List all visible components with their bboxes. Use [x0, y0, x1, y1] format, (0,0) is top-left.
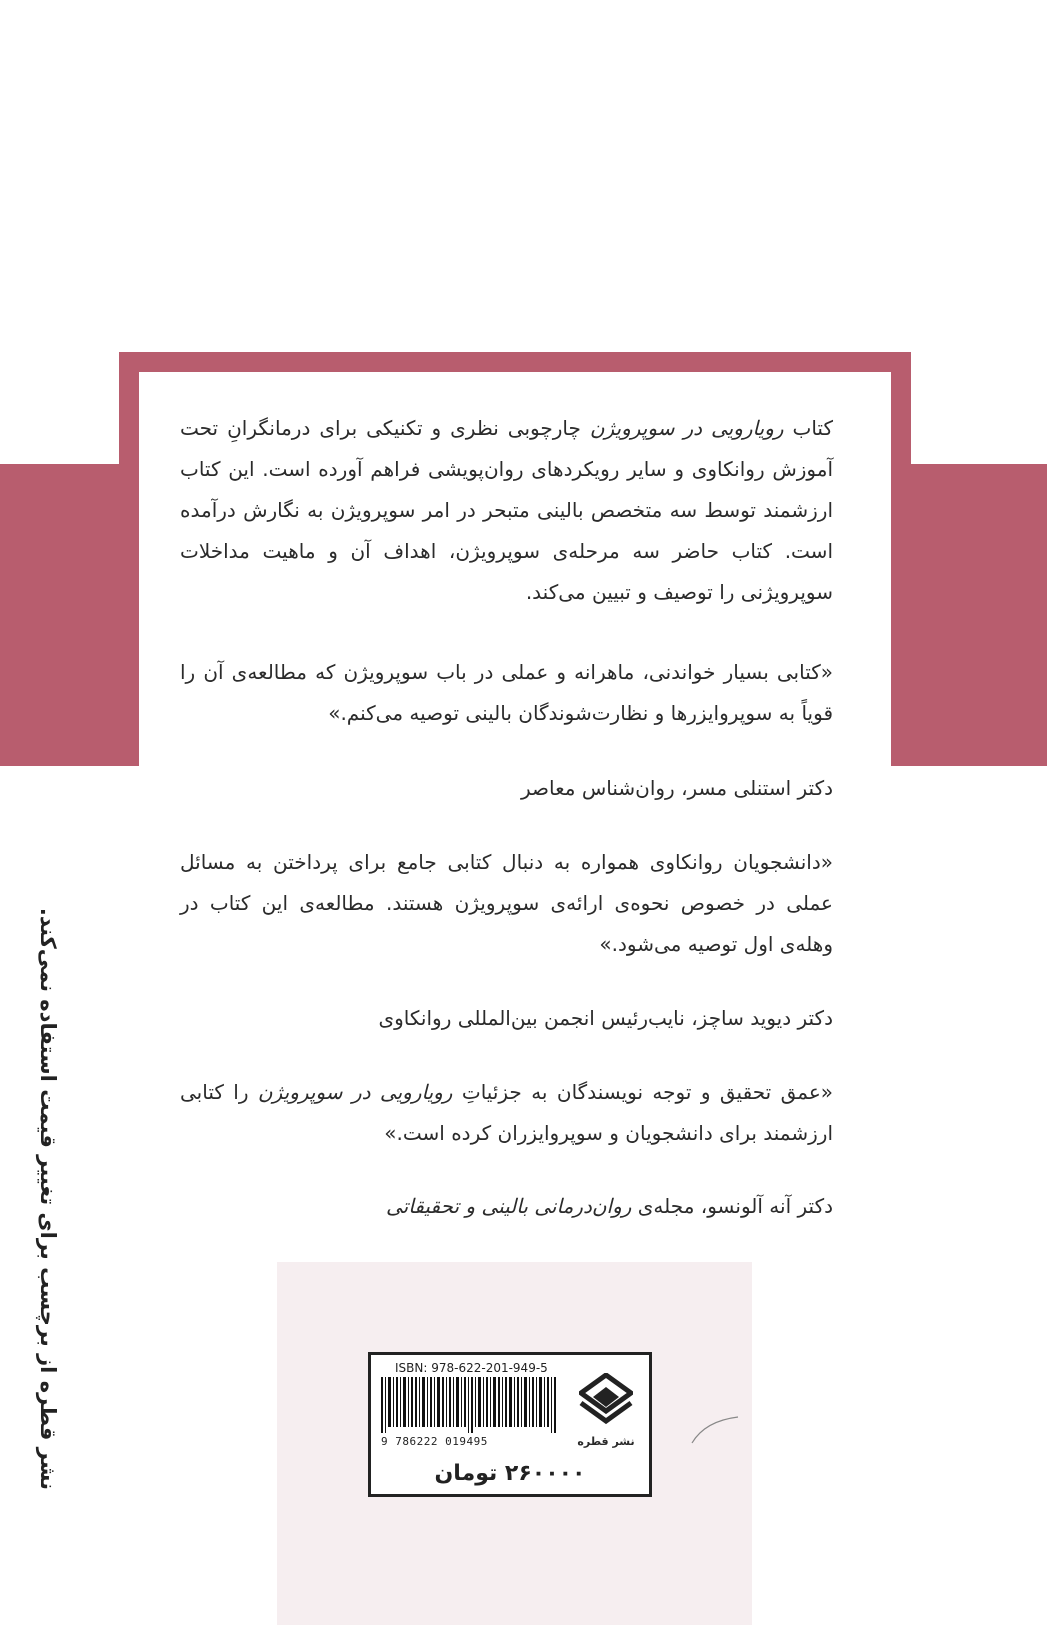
side-note-wrap [28, 907, 68, 1490]
frame-left-border [119, 352, 139, 766]
right-accent-band [891, 464, 1047, 766]
review-author-1: دکتر استنلی مسر، روان‌شناس معاصر [521, 776, 833, 800]
review-author-3 [180, 1186, 833, 1227]
price-label: ۲۶۰۰۰۰ تومان [368, 1452, 652, 1497]
author3-pre: دکتر آنه آلونسو، مجله‌ی [631, 1194, 833, 1218]
quote3-post: را کتابی ارزشمند برای دانشجویان و سوپروایزران کرده است.» [180, 1080, 833, 1145]
price-sticker-note: نشر قطره از برچسب برای تغییر قیمت استفاده نمی‌کند. [36, 907, 60, 1490]
isbn-label: ISBN: 978-622-201-949-5 [395, 1361, 548, 1375]
author3-journal: روان‌درمانی بالینی و تحقیقاتی [385, 1194, 632, 1218]
frame-right-border [891, 352, 911, 766]
intro-pre: کتاب [783, 416, 833, 440]
publisher-logo-icon [579, 1373, 633, 1431]
barcode-digits: 9 786222 019495 [381, 1435, 488, 1448]
barcode-box [368, 1352, 652, 1458]
frame-top-border [119, 352, 911, 372]
publisher-logo-text: نشر قطره [577, 1435, 635, 1448]
intro-post: چارچوبی نظری و تکنیکی برای درمانگرانِ تحت آموزش روانکاوی و سایر رویکردهای روان‌پویشی فراهم آورده است. این کتاب ارزشمند توسط سه متخصص بالینی متبحر در امر سوپرویژن به نگارش درآمده است. کتاب حاضر سه مرحله‌ی سوپرویژن، اهداف آن و ماهیت مداخلات سوپرویژنی را توصیف و تبیین می‌کند. [180, 416, 833, 604]
quote3-book-title: رویارویی در سوپرویژن [257, 1080, 453, 1104]
review-quote-2: «دانشجویان روانکاوی همواره به دنبال کتابی جامع برای پرداختن به مسائل عملی در خصوص نحوه‌ی ارائه‌ی سوپرویژن هستند. مطالعه‌ی این کتاب در وهله‌ی اول توصیه می‌شود.» [180, 850, 833, 956]
review-quote-3 [180, 1072, 833, 1154]
decorative-curve [690, 1415, 740, 1445]
intro-book-title: رویارویی در سوپرویژن [589, 416, 784, 440]
quote3-pre: «عمق تحقیق و توجه نویسندگان به جزئیاتِ [452, 1080, 834, 1104]
review-author-2: دکتر دیوید ساچز، نایب‌رئیس انجمن بین‌المللی روانکاوی [378, 1006, 833, 1030]
left-accent-band [0, 464, 119, 766]
review-quote-1: «کتابی بسیار خواندنی، ماهرانه و عملی در باب سوپرویژن که مطالعه‌ی آن را قویاً به سوپروایزرها و نظارت‌شوندگان بالینی توصیه می‌کنم.» [180, 660, 833, 725]
barcode-bars [381, 1377, 561, 1433]
book-description [180, 408, 833, 613]
